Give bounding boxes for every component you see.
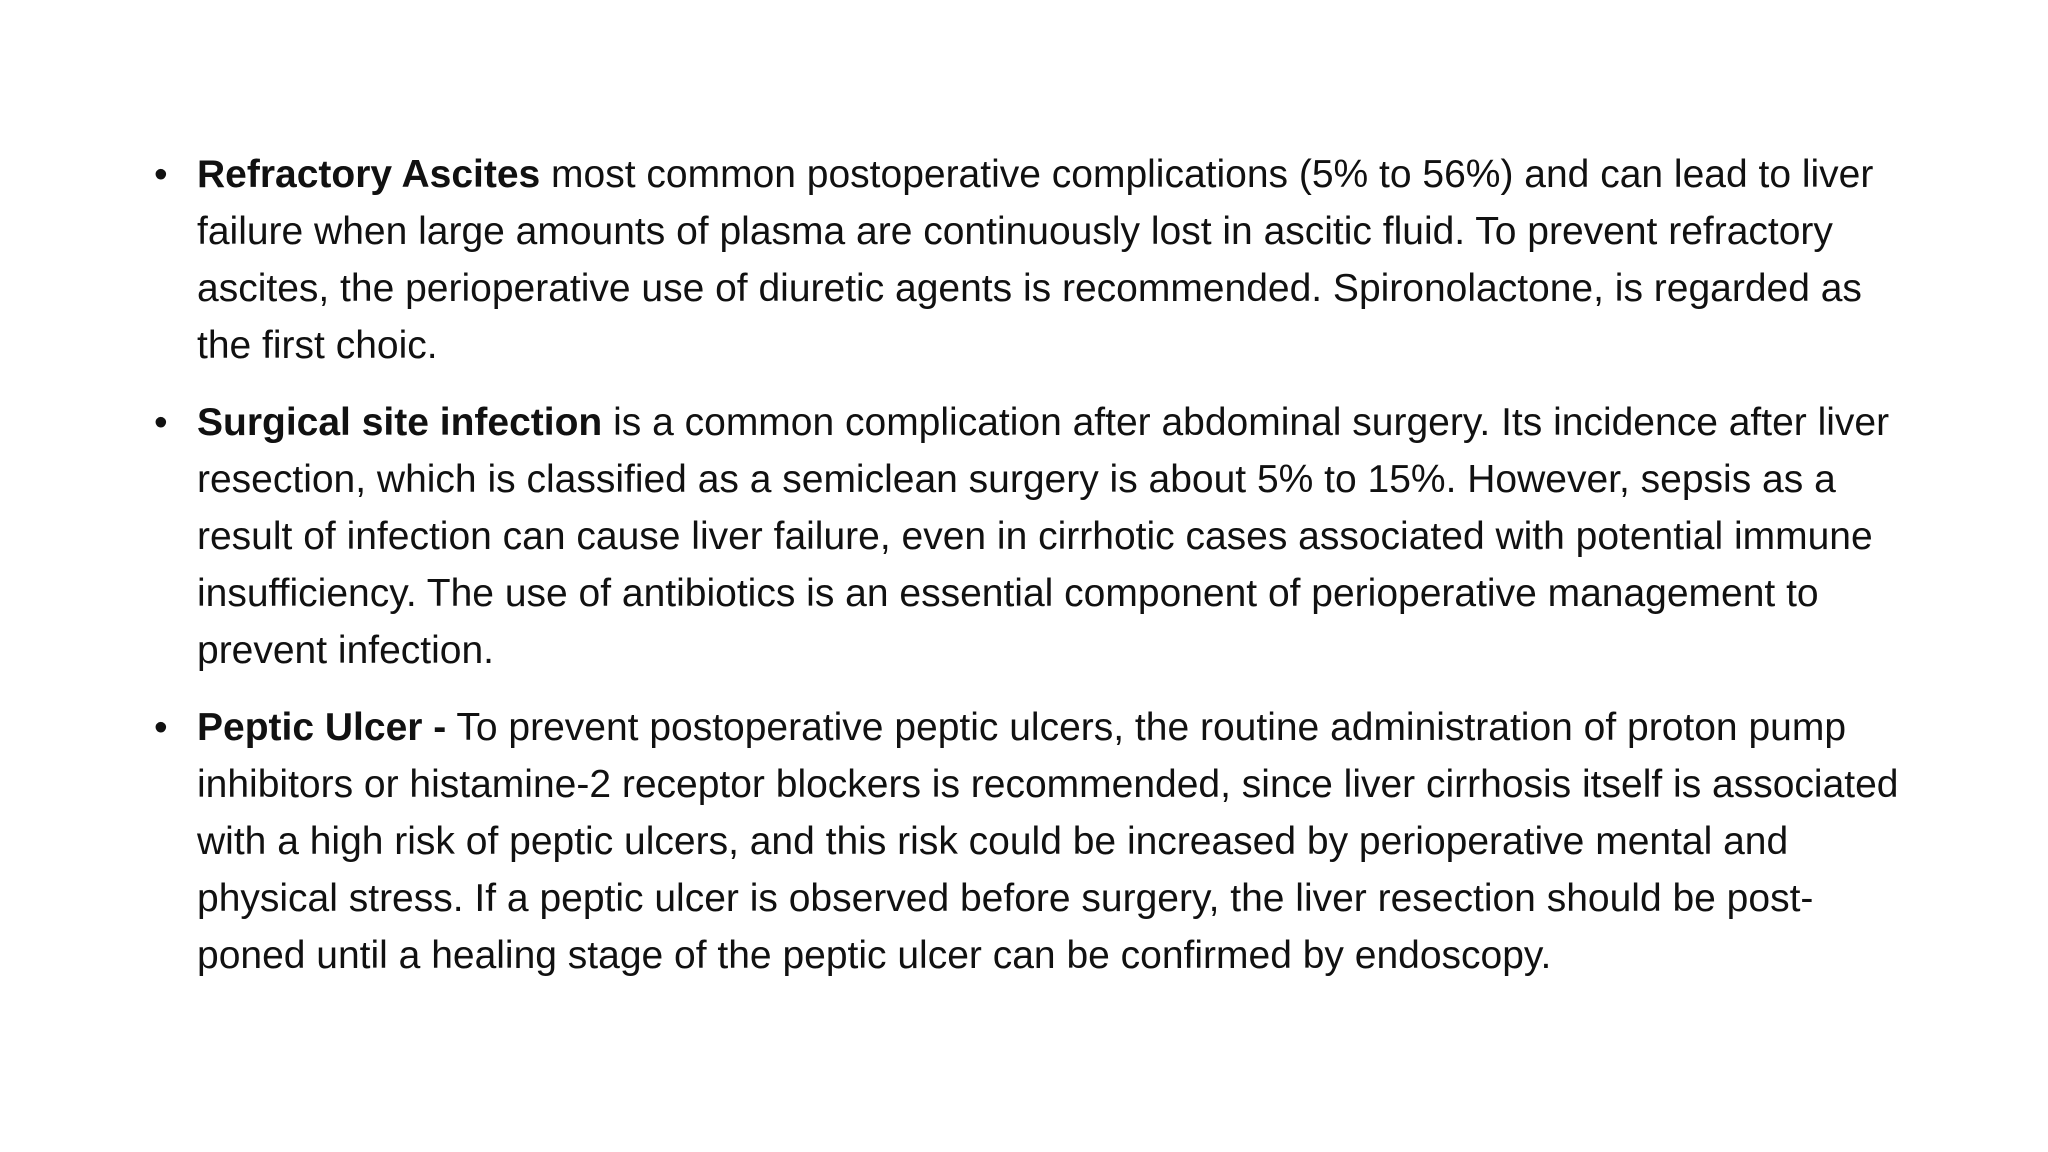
bullet-text: is a common complication after abdominal surgery. Its incidence after liver resection, which is classified as a semiclean surgery is about 5% to 15%. However, sepsis as a result of infection can cause liver failure, even in cirrhotic cases associated with potential immune insufficiency. The use of antibiotics is an essential component of perioperative management to prevent infection.	[197, 401, 1890, 672]
bullet-dot-icon: •	[154, 706, 168, 749]
bullet-item-peptic-ulcer	[150, 699, 1910, 984]
bullet-term: Peptic Ulcer -	[197, 706, 447, 749]
bullet-term: Surgical site infection	[197, 401, 603, 444]
bullet-text: most common postoperative complications (5% to 56%) and can lead to liver failure when large amounts of plasma are continuously lost in ascitic fluid. To prevent refractory ascites, the perioperative use of diuretic agents is recommended. Spironolactone, is regarded as the first choic.	[197, 153, 1874, 367]
bullet-term: Refractory Ascites	[197, 153, 541, 196]
bullet-text: To prevent postoperative peptic ulcers, the routine administration of proton pump inhibitors or histamine-2 receptor blockers is recommended, since liver cirrhosis itself is associated with a high risk of peptic ulcers, and this risk could be increased by perioperative mental and physical stress. If a peptic ulcer is observed before surgery, the liver resection should be post- poned until a healing stage of the peptic ulcer can be confirmed by endoscopy.	[197, 706, 1899, 977]
bullet-item-surgical-site-infection	[150, 394, 1910, 679]
bullet-dot-icon: •	[154, 401, 168, 444]
bullet-dot-icon: •	[154, 153, 168, 196]
bullet-item-refractory-ascites	[150, 146, 1910, 374]
bullet-list	[150, 146, 1910, 1004]
